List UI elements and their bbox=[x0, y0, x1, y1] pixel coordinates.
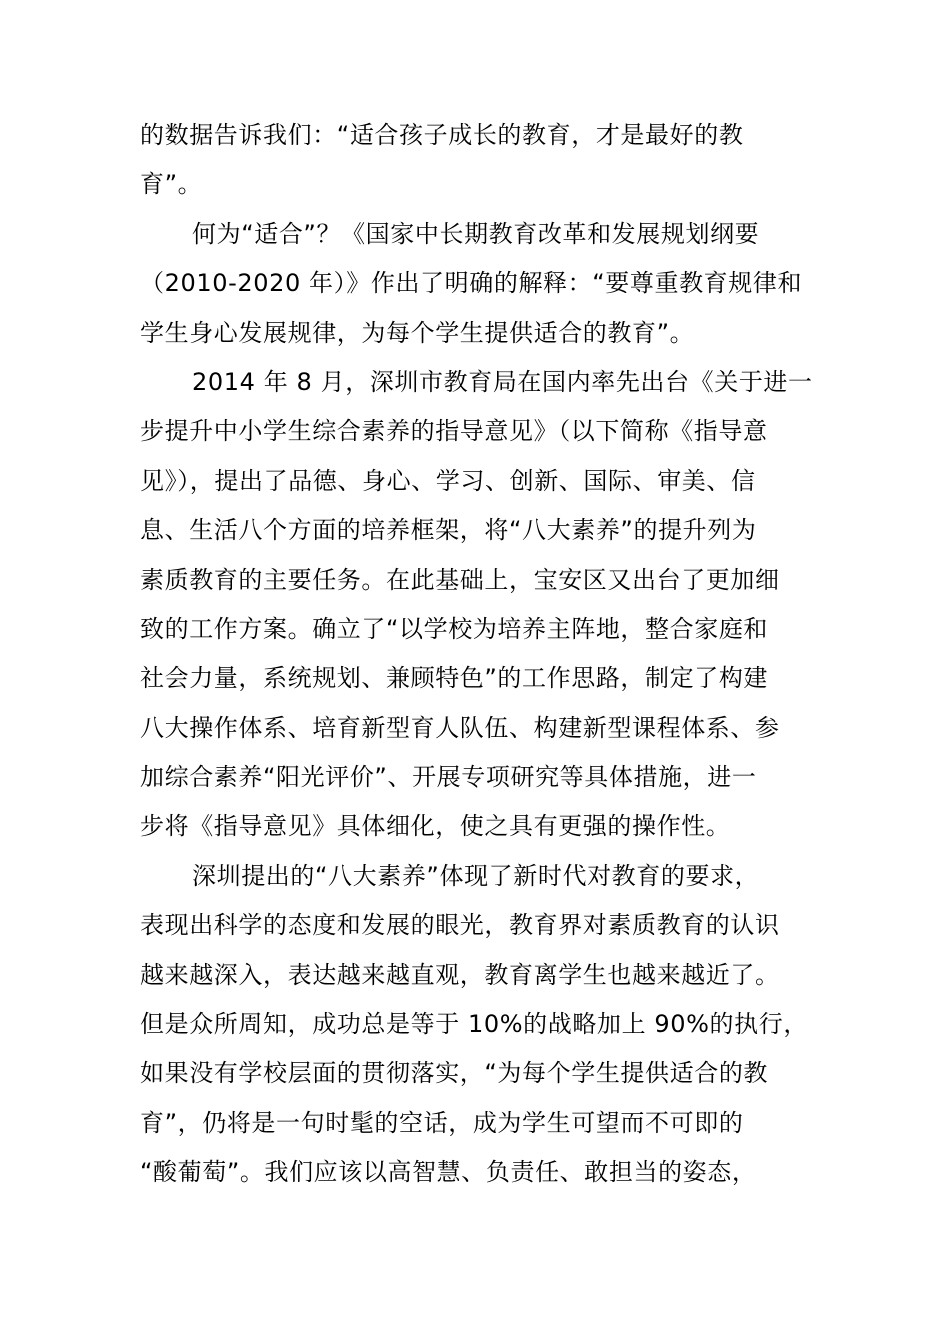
body-text bbox=[140, 111, 830, 1198]
text-line: 如果没有学校层面的贯彻落实，“为每个学生提供适合的教 bbox=[140, 1059, 769, 1088]
text-line: 越来越深入，表达越来越直观，教育离学生也越来越近了。 bbox=[140, 960, 780, 989]
paragraph-start-line: 2014 年 8 月，深圳市教育局在国内率先出台《关于进一 bbox=[192, 367, 813, 396]
text-line: 息、生活八个方面的培养框架，将“八大素养”的提升列为 bbox=[140, 516, 757, 545]
text-line: 致的工作方案。确立了“以学校为培养主阵地，整合家庭和 bbox=[140, 614, 769, 643]
text-line: 素质教育的主要任务。在此基础上，宝安区又出台了更加细 bbox=[140, 565, 780, 594]
text-line: 育”，仍将是一句时髦的空话，成为学生可望而不可即的 bbox=[140, 1108, 744, 1137]
text-line: 学生身心发展规律，为每个学生提供适合的教育”。 bbox=[140, 318, 695, 347]
text-line: 表现出科学的态度和发展的眼光，教育界对素质教育的认识 bbox=[140, 911, 780, 940]
text-line: 但是众所周知，成功总是等于 10%的战略加上 90%的执行， bbox=[140, 1010, 808, 1039]
text-line: 社会力量，系统规划、兼顾特色”的工作思路，制定了构建 bbox=[140, 664, 769, 693]
text-line: 步提升中小学生综合素养的指导意见》（以下简称《指导意 bbox=[140, 417, 768, 446]
paragraph-start-line: 何为“适合”？《国家中长期教育改革和发展规划纲要 bbox=[192, 219, 760, 248]
text-line: 的数据告诉我们：“适合孩子成长的教育，才是最好的教 bbox=[140, 121, 744, 149]
paragraph-start-line: 深圳提出的“八大素养”体现了新时代对教育的要求， bbox=[192, 861, 760, 890]
text-line: 步将《指导意见》具体细化，使之具有更强的操作性。 bbox=[140, 812, 731, 841]
text-line: 见》），提出了品德、身心、学习、创新、国际、审美、信 bbox=[140, 466, 756, 495]
text-line: 八大操作体系、培育新型育人队伍、构建新型课程体系、参 bbox=[140, 713, 780, 742]
text-line: 加综合素养“阳光评价”、开展专项研究等具体措施，进一 bbox=[140, 763, 757, 792]
text-line: “酸葡萄”。我们应该以高智慧、负责任、敢担当的姿态， bbox=[140, 1158, 757, 1187]
text-line: （2010-2020 年）》作出了明确的解释：“要尊重教育规律和 bbox=[140, 269, 803, 298]
text-line: 育”。 bbox=[140, 170, 203, 199]
